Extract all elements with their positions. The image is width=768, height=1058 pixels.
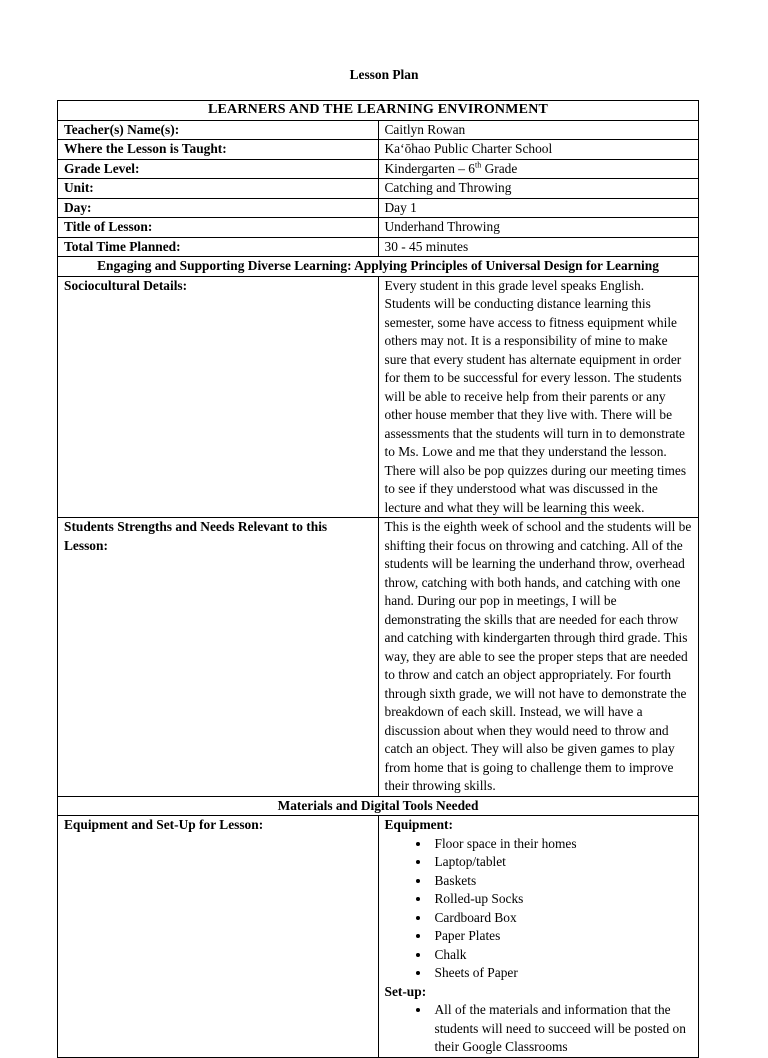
value-total-time: 30 - 45 minutes [378,237,699,257]
grade-level-text: Kindergarten – 6 [384,160,475,176]
list-item: • Laptop/tablet [431,853,693,872]
value-unit: Catching and Throwing [378,179,699,199]
table-row [58,218,699,238]
label-strengths-needs: Students Strengths and Needs Relevant to this Lesson: [58,518,379,797]
setup-heading: Set-up: [384,983,427,999]
section-header-learners: LEARNERS AND THE LEARNING ENVIRONMENT [58,101,699,121]
list-item: • Rolled-up Socks [431,890,693,909]
label-where-taught: Where the Lesson is Taught: [58,140,379,160]
table-row [58,159,699,179]
value-teacher-names: Caitlyn Rowan [378,120,699,140]
label-grade-level: Grade Level: [58,159,379,179]
label-teacher-names: Teacher(s) Name(s): [58,120,379,140]
equipment-heading: Equipment: [384,817,453,832]
section-header-row [58,796,699,816]
list-item: • All of the materials and information that the students will need to succeed will be posted on their Google Classrooms [431,1001,693,1057]
document-title: Lesson Plan [349,67,419,82]
table-row [58,237,699,257]
section-header-diverse-learning: Engaging and Supporting Diverse Learning: Applying Principles of Universal Design for Learning [58,257,699,277]
value-title-of-lesson: Underhand Throwing [378,218,699,238]
value-grade-level [378,159,699,179]
grade-level-suffix: Grade [481,160,518,176]
grade-level-superscript: th [475,160,482,170]
value-where-taught: Ka‘ōhao Public Charter School [378,140,699,160]
value-day: Day 1 [378,198,699,218]
table-row [58,518,699,797]
lesson-plan-table [57,100,699,1058]
list-item: • Cardboard Box [431,909,693,928]
list-item: • Paper Plates [431,927,693,946]
equipment-list [385,835,693,983]
list-item: • Chalk [431,946,693,965]
value-equipment-setup [378,816,699,1058]
table-row [58,816,699,1058]
section-header-row [58,257,699,277]
value-strengths-needs: This is the eighth week of school and the students will be shifting their focus on throwing and catching. All of the students will be learning the underhand throw, overhead throw, catching with both hands, and catching with one hand. During our pop in meetings, I will be demonstrating the skills that are needed for each throw and catching with kindergarten through third grade. This way, they are able to see the proper steps that are needed to throw and catch an object appropriately. For fourth through sixth grade, we will not have to demonstrate the breakdown of each skill. Instead, we will have a discussion about when they would need to throw and catch an object. They will also be given games to play from home that is going to challenge them to improve their throwing skills. [378,518,699,797]
table-row [58,120,699,140]
table-row [58,198,699,218]
list-item: • Floor space in their homes [431,835,693,854]
list-item: • Sheets of Paper [431,964,693,983]
label-day: Day: [58,198,379,218]
table-row [58,276,699,518]
label-title-of-lesson: Title of Lesson: [58,218,379,238]
section-header-row [58,101,699,121]
label-total-time: Total Time Planned: [58,237,379,257]
label-sociocultural: Sociocultural Details: [58,276,379,518]
label-unit: Unit: [58,179,379,199]
table-row [58,179,699,199]
value-sociocultural: Every student in this grade level speaks English. Students will be conducting distance learning this semester, some have access to fitness equipment while others may not. It is a responsibility of mine to make sure that every student has alternate equipment in order for them to be successful for every lesson. The students will be able to receive help from their parents or any other house member that they live with. There will be assessments that the students will turn in to demonstrate to Ms. Lowe and me that they understand the lesson. There will also be pop quizzes during our meeting times to see if they understood what was discussed in the lecture and what they will be learning this week. [378,276,699,518]
setup-list [385,1001,693,1057]
table-row [58,140,699,160]
label-equipment-setup: Equipment and Set-Up for Lesson: [58,816,379,1058]
list-item: • Baskets [431,872,693,891]
section-header-materials: Materials and Digital Tools Needed [58,796,699,816]
